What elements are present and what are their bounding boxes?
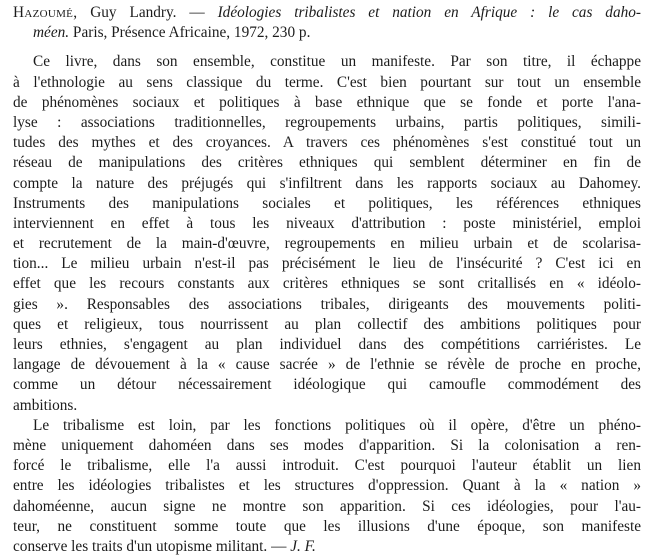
p1-line: Instruments des manipulations sociales et politiques, les références ethniques <box>13 194 641 212</box>
p1-line: lyse : associations traditionnelles, regroupements urbains, partis politiques, simili- <box>13 113 641 131</box>
p2-line: Le tribalisme est loin, par les fonctions politiques où il opère, d'être un phéno- <box>33 416 641 434</box>
p1-line: gies ». Responsables des associations tribales, dirigeants des mouvements politi- <box>13 295 641 313</box>
p1-line: ques et religieux, tous nourrissent au plan collectif des ambitions politiques pour <box>13 315 641 333</box>
p1-line: comme un détour nécessairement idéologique qui camoufle commodément des <box>13 376 641 394</box>
p2-line: forcé le tribalisme, elle l'a aussi introduit. C'est pourquoi l'auteur établit un lien <box>13 457 641 475</box>
p2-line: dahoméenne, aucun signe ne montre son apparition. Si ces idéologies, pour l'au- <box>13 497 641 515</box>
p1-line: tion... Le milieu urbain n'est-il pas précisément le lieu de l'insécurité ? C'est ici en <box>13 255 641 273</box>
p2-line: teur, ne constituent somme toute que les illusions d'une époque, son manifeste <box>13 517 641 535</box>
book-title-part-1: Idéologies tribalistes et nation en Afrique : le cas daho- <box>217 4 641 21</box>
p1-line: effet que les recours constants aux critères ethniques se sont critallisés en « idéolo- <box>13 275 641 293</box>
p2-line: mène uniquement dahoméen dans ses modes d'apparition. Si la colonisation a ren- <box>13 436 641 454</box>
book-title-part-2: méen. <box>33 24 70 42</box>
p1-line: langage de dévouement à la « cause sacrée » de l'ethnie se révèle de proche en proche, <box>13 356 641 374</box>
p1-line: et recrutement de la main-d'œuvre, regroupements en milieu urbain et de scolarisa- <box>13 235 641 253</box>
publication-info: Paris, Présence Africaine, 1972, 230 p. <box>69 24 311 42</box>
p1-line: réseau de manipulations des critères ethniques qui semblent déterminer en fin de <box>13 154 641 172</box>
p2-last-line <box>13 537 641 557</box>
p1-line: Ce livre, dans son ensemble, constitue un manifeste. Par son titre, il échappe <box>33 53 641 71</box>
citation-line-2 <box>13 23 641 43</box>
citation-line-1 <box>13 3 641 23</box>
p1-line: compte la nature des préjugés qui s'infiltrent dans les rapports sociaux au Dahomey. <box>13 174 641 192</box>
reviewer-signature: J. F. <box>290 537 316 555</box>
author-given-name: Guy Landry. — <box>77 4 218 21</box>
p2-line: entre les idéologies tribalistes et les structures d'oppression. Quant à la « nation » <box>13 477 641 495</box>
paragraph-1 <box>13 52 641 415</box>
p2-line-text: conserve les traits d'un utopisme militant. — <box>13 537 291 555</box>
p1-line: interviennent en effet à tous les niveaux d'attribution : poste ministériel, emploi <box>13 214 641 232</box>
p1-line: leurs ethnies, s'engagent au plan individuel dans des compétitions carriéristes. Le <box>13 336 641 353</box>
paragraph-2 <box>13 416 641 557</box>
p1-line: ambitions. <box>13 396 78 414</box>
p1-line: à l'ethnologie au sens classique du terme. C'est bien pourtant sur tout un ensemble <box>13 73 641 91</box>
p1-line: de phénomènes sociaux et politiques à base ethnique que se fonde et porte l'ana- <box>13 93 641 111</box>
p1-line: tudes des mythes et des croyances. A travers ces phénomènes s'est constitué tout un <box>13 134 641 152</box>
author-surname: Hazoumé, <box>13 4 78 21</box>
